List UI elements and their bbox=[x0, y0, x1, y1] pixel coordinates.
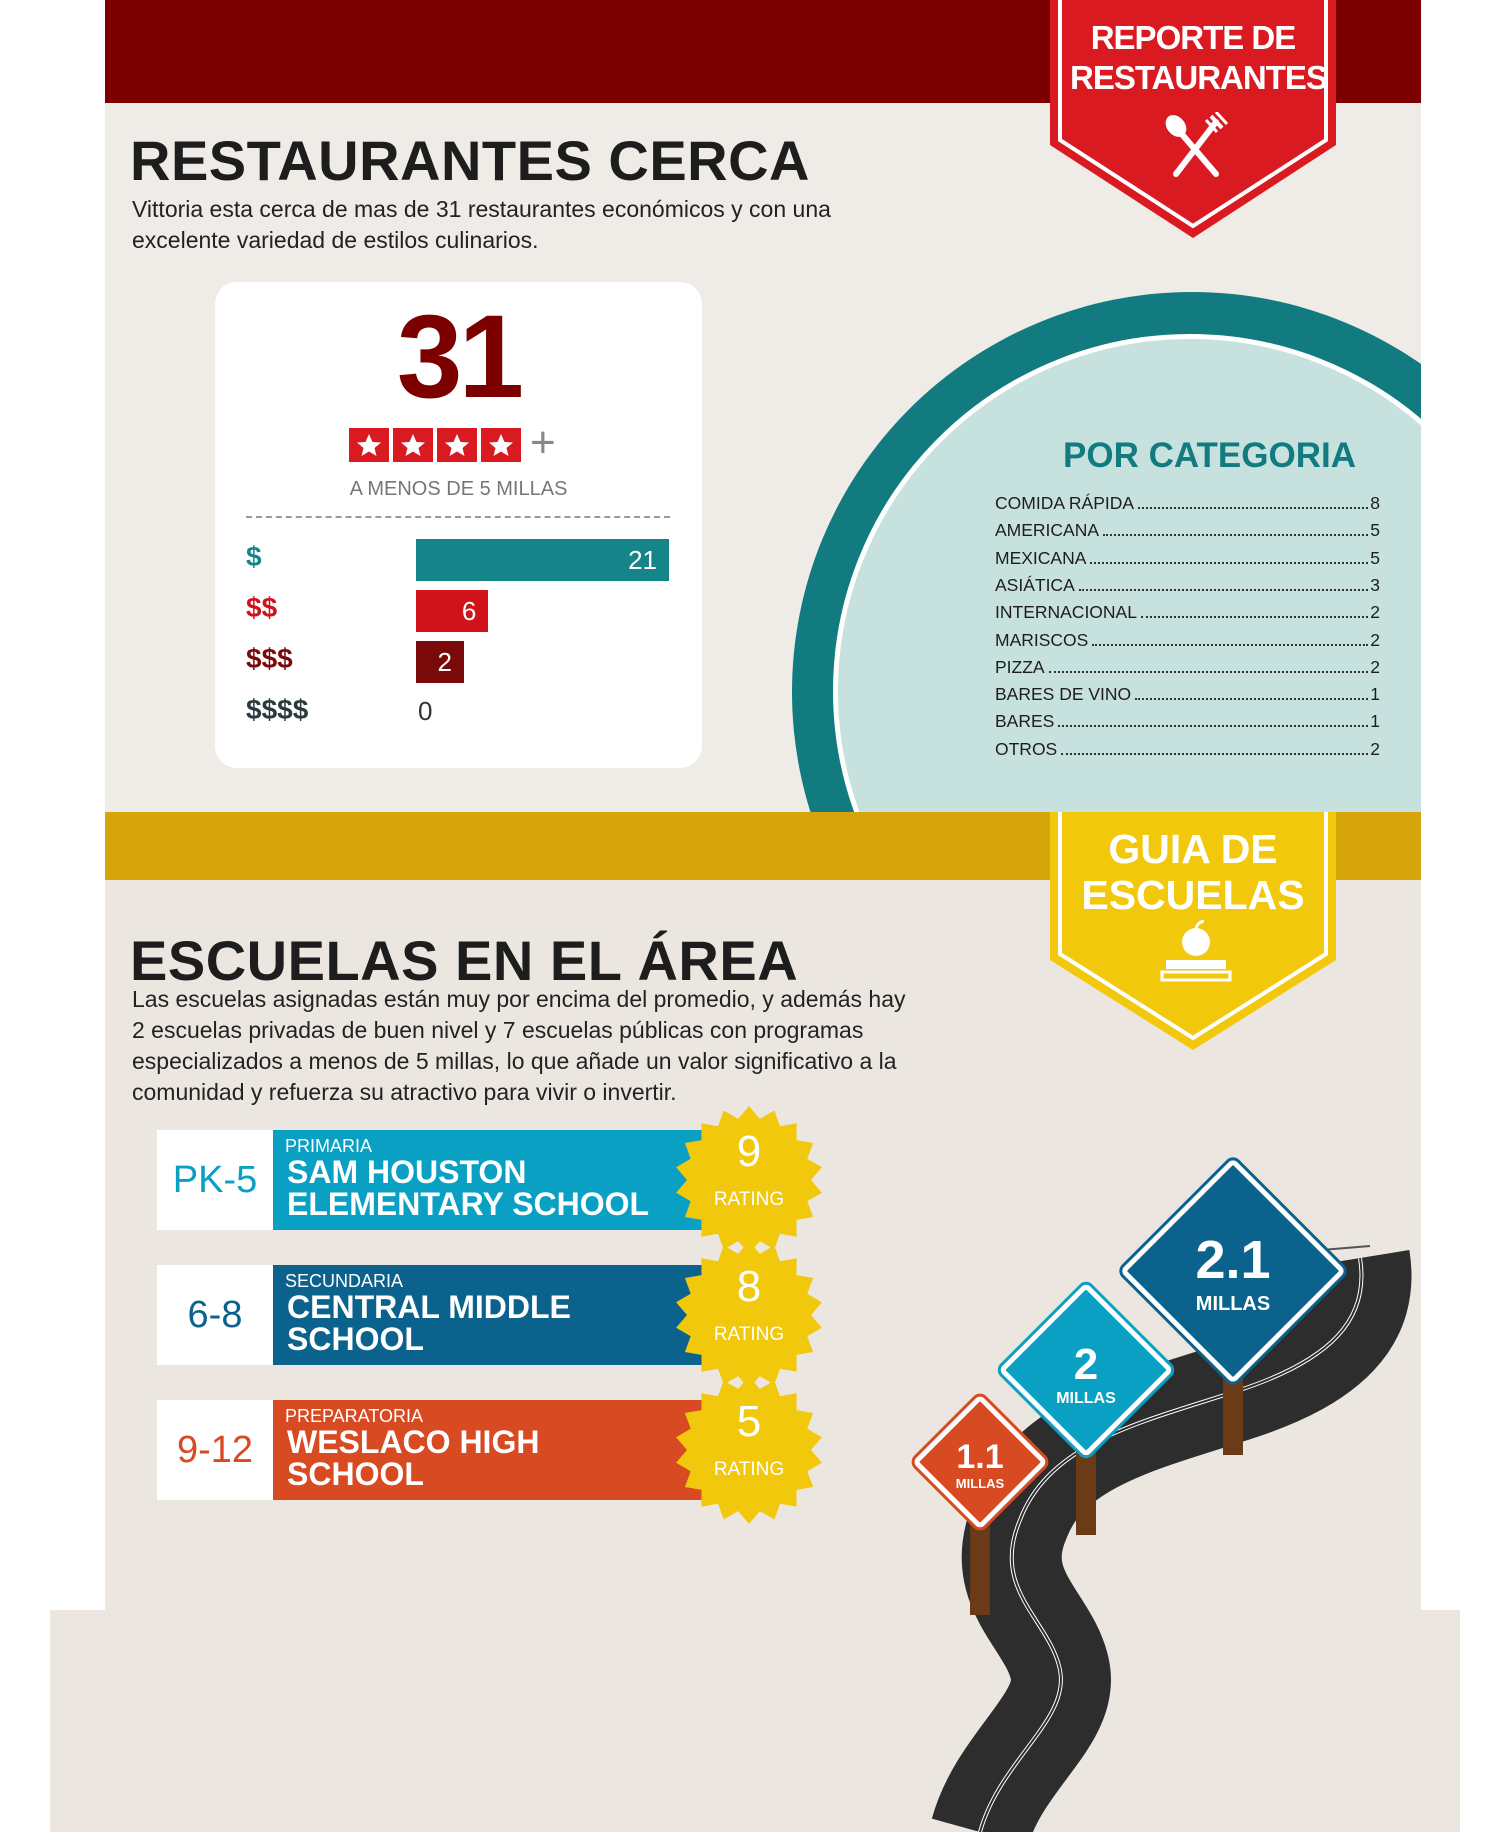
school-name-line: SCHOOL bbox=[287, 1321, 424, 1357]
school-rating-value: 5 bbox=[736, 1397, 762, 1446]
school-name bbox=[287, 1156, 649, 1220]
category-row bbox=[995, 575, 1380, 596]
category-leader bbox=[1079, 575, 1369, 591]
category-title: POR CATEGORIA bbox=[1063, 436, 1356, 475]
school-rating-value: 8 bbox=[736, 1262, 762, 1311]
sign-distance-unit: MILLAS bbox=[1195, 1293, 1271, 1315]
sign-distance-value: 2.1 bbox=[1195, 1230, 1271, 1290]
category-row bbox=[995, 630, 1380, 651]
school-level: PRIMARIA bbox=[285, 1136, 373, 1156]
school-name-band bbox=[273, 1130, 713, 1230]
price-tier-value: 0 bbox=[418, 696, 433, 726]
price-tier-bar: 6 bbox=[416, 590, 488, 632]
distance-label: A MENOS DE 5 MILLAS bbox=[349, 478, 568, 500]
school-guide-badge bbox=[1046, 812, 1340, 1052]
category-leader bbox=[1141, 602, 1368, 618]
schools-intro-line: Las escuelas asignadas están muy por encima del promedio, y además hay bbox=[132, 986, 906, 1012]
price-tier-label: $ bbox=[246, 541, 262, 572]
category-name: BARES bbox=[995, 711, 1055, 732]
schools-intro-line: 2 escuelas privadas de buen nivel y 7 escuelas públicas con programas bbox=[132, 1017, 864, 1043]
school-rating-badge bbox=[674, 1375, 824, 1525]
school-rating-label: RATING bbox=[713, 1459, 785, 1480]
category-name: PIZZA bbox=[995, 656, 1045, 677]
category-name: MARISCOS bbox=[995, 629, 1089, 650]
category-row bbox=[995, 493, 1380, 514]
spoon-fork-icon bbox=[1156, 112, 1236, 182]
school-badge-label-line2: ESCUELAS bbox=[1081, 872, 1305, 918]
category-leader bbox=[1138, 493, 1368, 509]
school-name-line: WESLACO HIGH bbox=[287, 1424, 540, 1460]
category-count: 3 bbox=[1370, 574, 1380, 595]
category-count: 5 bbox=[1370, 520, 1380, 541]
category-row bbox=[995, 739, 1380, 760]
apple-book-icon bbox=[1158, 920, 1234, 982]
price-tier-label: $$ bbox=[246, 592, 278, 623]
price-tier-bar: 2 bbox=[416, 641, 464, 683]
category-leader bbox=[1092, 630, 1368, 646]
school-name-band bbox=[273, 1265, 713, 1365]
price-tier-bar: 21 bbox=[416, 539, 669, 581]
school-rating-value: 9 bbox=[736, 1127, 762, 1176]
school-grade-range: PK-5 bbox=[157, 1130, 273, 1230]
school-name-band bbox=[273, 1400, 713, 1500]
school-rating-label: RATING bbox=[713, 1189, 785, 1210]
restaurant-report-badge bbox=[1046, 0, 1340, 240]
sign-distance-value: 1.1 bbox=[956, 1438, 1004, 1476]
school-rating-badge bbox=[674, 1240, 824, 1390]
sign-distance-unit: MILLAS bbox=[955, 1476, 1005, 1491]
school-name-line: SAM HOUSTON bbox=[287, 1154, 527, 1190]
school-name-line: ELEMENTARY SCHOOL bbox=[287, 1186, 650, 1222]
category-name: BARES DE VINO bbox=[995, 684, 1132, 705]
category-count: 2 bbox=[1370, 629, 1380, 650]
category-name: OTROS bbox=[995, 738, 1058, 759]
star-rating bbox=[349, 428, 521, 467]
category-count: 2 bbox=[1370, 602, 1380, 623]
restaurant-count: 31 bbox=[396, 291, 521, 423]
school-name-line: SCHOOL bbox=[287, 1456, 424, 1492]
star-rating-boxes bbox=[349, 428, 521, 462]
sign-distance-value: 2 bbox=[1073, 1340, 1099, 1389]
category-count: 2 bbox=[1370, 656, 1380, 677]
category-row bbox=[995, 548, 1380, 569]
school-level: SECUNDARIA bbox=[285, 1271, 404, 1291]
category-name: ASIÁTICA bbox=[995, 574, 1075, 595]
restaurants-intro bbox=[132, 194, 831, 256]
school-name-line: CENTRAL MIDDLE bbox=[287, 1289, 571, 1325]
category-count: 1 bbox=[1370, 711, 1380, 732]
category-count: 2 bbox=[1370, 738, 1380, 759]
schools-intro-line: comunidad y refuerza su atractivo para vivir o invertir. bbox=[132, 1079, 677, 1105]
restaurants-intro-line: Vittoria esta cerca de mas de 31 restaurantes económicos y con una bbox=[132, 196, 831, 222]
schools-intro-line: especializados a menos de 5 millas, lo que añade un valor significativo a la bbox=[132, 1048, 897, 1074]
school-badge-label-line1: GUIA DE bbox=[1108, 826, 1278, 872]
category-name: AMERICANA bbox=[995, 520, 1100, 541]
category-leader bbox=[1135, 684, 1368, 700]
school-grade-range: 6-8 bbox=[157, 1265, 273, 1365]
category-row bbox=[995, 657, 1380, 678]
category-count: 5 bbox=[1370, 547, 1380, 568]
category-leader bbox=[1049, 657, 1369, 673]
school-name bbox=[287, 1291, 571, 1355]
category-leader bbox=[1090, 548, 1368, 564]
category-name: INTERNACIONAL bbox=[995, 602, 1137, 623]
school-grade-range: 9-12 bbox=[157, 1400, 273, 1500]
price-tier-label: $$$$ bbox=[246, 694, 309, 725]
schools-title: ESCUELAS EN EL ÁREA bbox=[130, 929, 799, 992]
category-row bbox=[995, 711, 1380, 732]
price-tier-label: $$$ bbox=[246, 643, 293, 674]
category-row bbox=[995, 520, 1380, 541]
category-row bbox=[995, 684, 1380, 705]
restaurants-title: RESTAURANTES CERCA bbox=[130, 129, 810, 192]
category-leader bbox=[1058, 711, 1368, 727]
school-rating-label: RATING bbox=[713, 1324, 785, 1345]
schools-intro bbox=[132, 984, 906, 1108]
category-count: 1 bbox=[1370, 684, 1380, 705]
category-leader bbox=[1061, 739, 1368, 755]
school-rating-badge bbox=[674, 1105, 824, 1255]
restaurants-intro-line: excelente variedad de estilos culinarios. bbox=[132, 227, 539, 253]
category-row bbox=[995, 602, 1380, 623]
category-leader bbox=[1103, 520, 1368, 536]
card-divider bbox=[246, 516, 670, 518]
category-count: 8 bbox=[1370, 493, 1380, 513]
category-name: COMIDA RÁPIDA bbox=[995, 493, 1135, 513]
plus-sign: + bbox=[530, 418, 556, 467]
school-name bbox=[287, 1426, 539, 1490]
sign-distance-unit: MILLAS bbox=[1056, 1390, 1116, 1407]
school-level: PREPARATORIA bbox=[285, 1406, 424, 1426]
restaurant-badge-label: REPORTE DE RESTAURANTES bbox=[1070, 19, 1327, 96]
category-name: MEXICANA bbox=[995, 547, 1087, 568]
